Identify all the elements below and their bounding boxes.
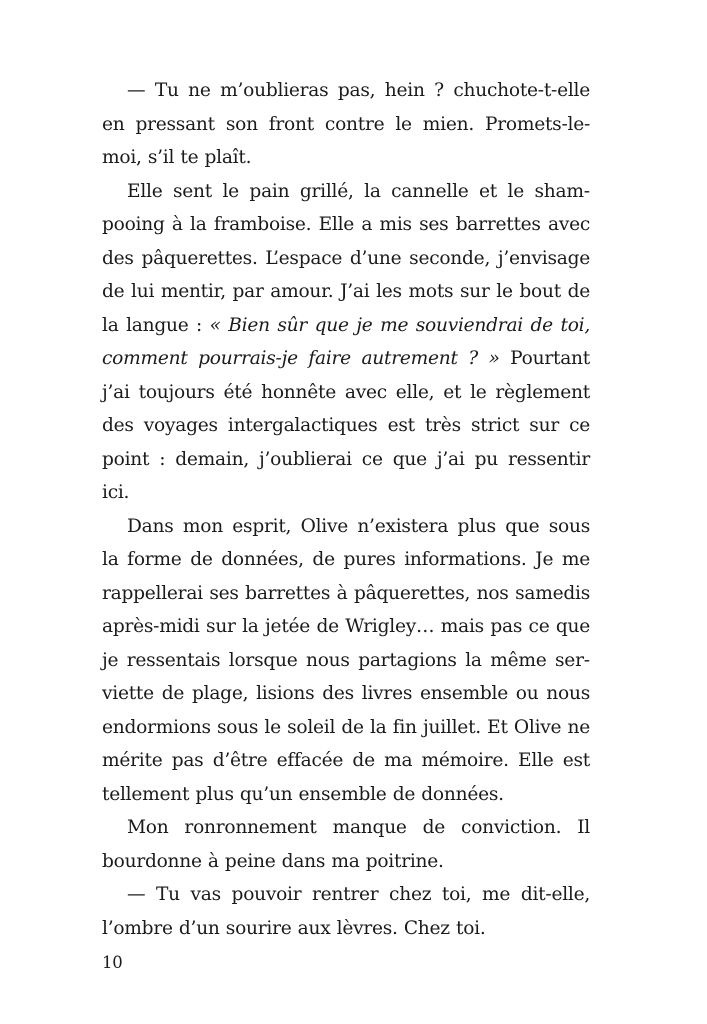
paragraph-5-text: — Tu vas pouvoir rentrer chez toi, me dit-elle, l’ombre d’un sourire aux lèvres. Chez toi. [102,884,590,939]
paragraph-3-text: Dans mon esprit, Olive n’existera plus que sous la forme de données, de pures informations. Je me rappellerai ses barrettes à pâquerettes, nos samedis après-midi sur la jetée de Wrigley… mais pas ce que je ressentais lorsque nous partagions la même serviette de plage, lisions des livres ensemble ou nous endormions sous le soleil de la fin juillet. Et Olive ne mérite pas d’être effacée de ma mémoire. Elle est tellement plus qu’un ensemble de données. [102,515,590,805]
paragraph-2 [102,175,590,510]
paragraph-2-italic-quote: « Bien sûr que je me souviendrai de toi, comment pourrais-je faire autrement ? » [102,314,590,369]
paragraph-3 [102,510,590,812]
paragraph-5 [102,878,590,945]
page-number: 10 [102,953,123,972]
paragraph-4 [102,811,590,878]
paragraph-1 [102,74,590,175]
paragraph-2-text-start: Elle sent le pain grillé, la cannelle et le shampooing à la framboise. Elle a mis ses barrettes avec des pâquerettes. L’espace d’une seconde, j’envisage de lui mentir, par amour. J’ai les mots sur le bout de la langue : [102,180,590,336]
paragraph-4-text: Mon ronronnement manque de conviction. Il bourdonne à peine dans ma poitrine. [102,817,590,872]
paragraph-1-text: — Tu ne m’oublieras pas, hein ? chuchote-t-elle en pressant son front contre le mien. Promets-le-moi, s’il te plaît. [102,80,590,168]
paragraph-2-text-end: Pourtant j’ai toujours été honnête avec elle, et le règlement des voyages intergalactiques est très strict sur ce point : demain, j’oublierai ce que j’ai pu ressentir ici. [102,348,590,503]
body-text [102,74,590,945]
